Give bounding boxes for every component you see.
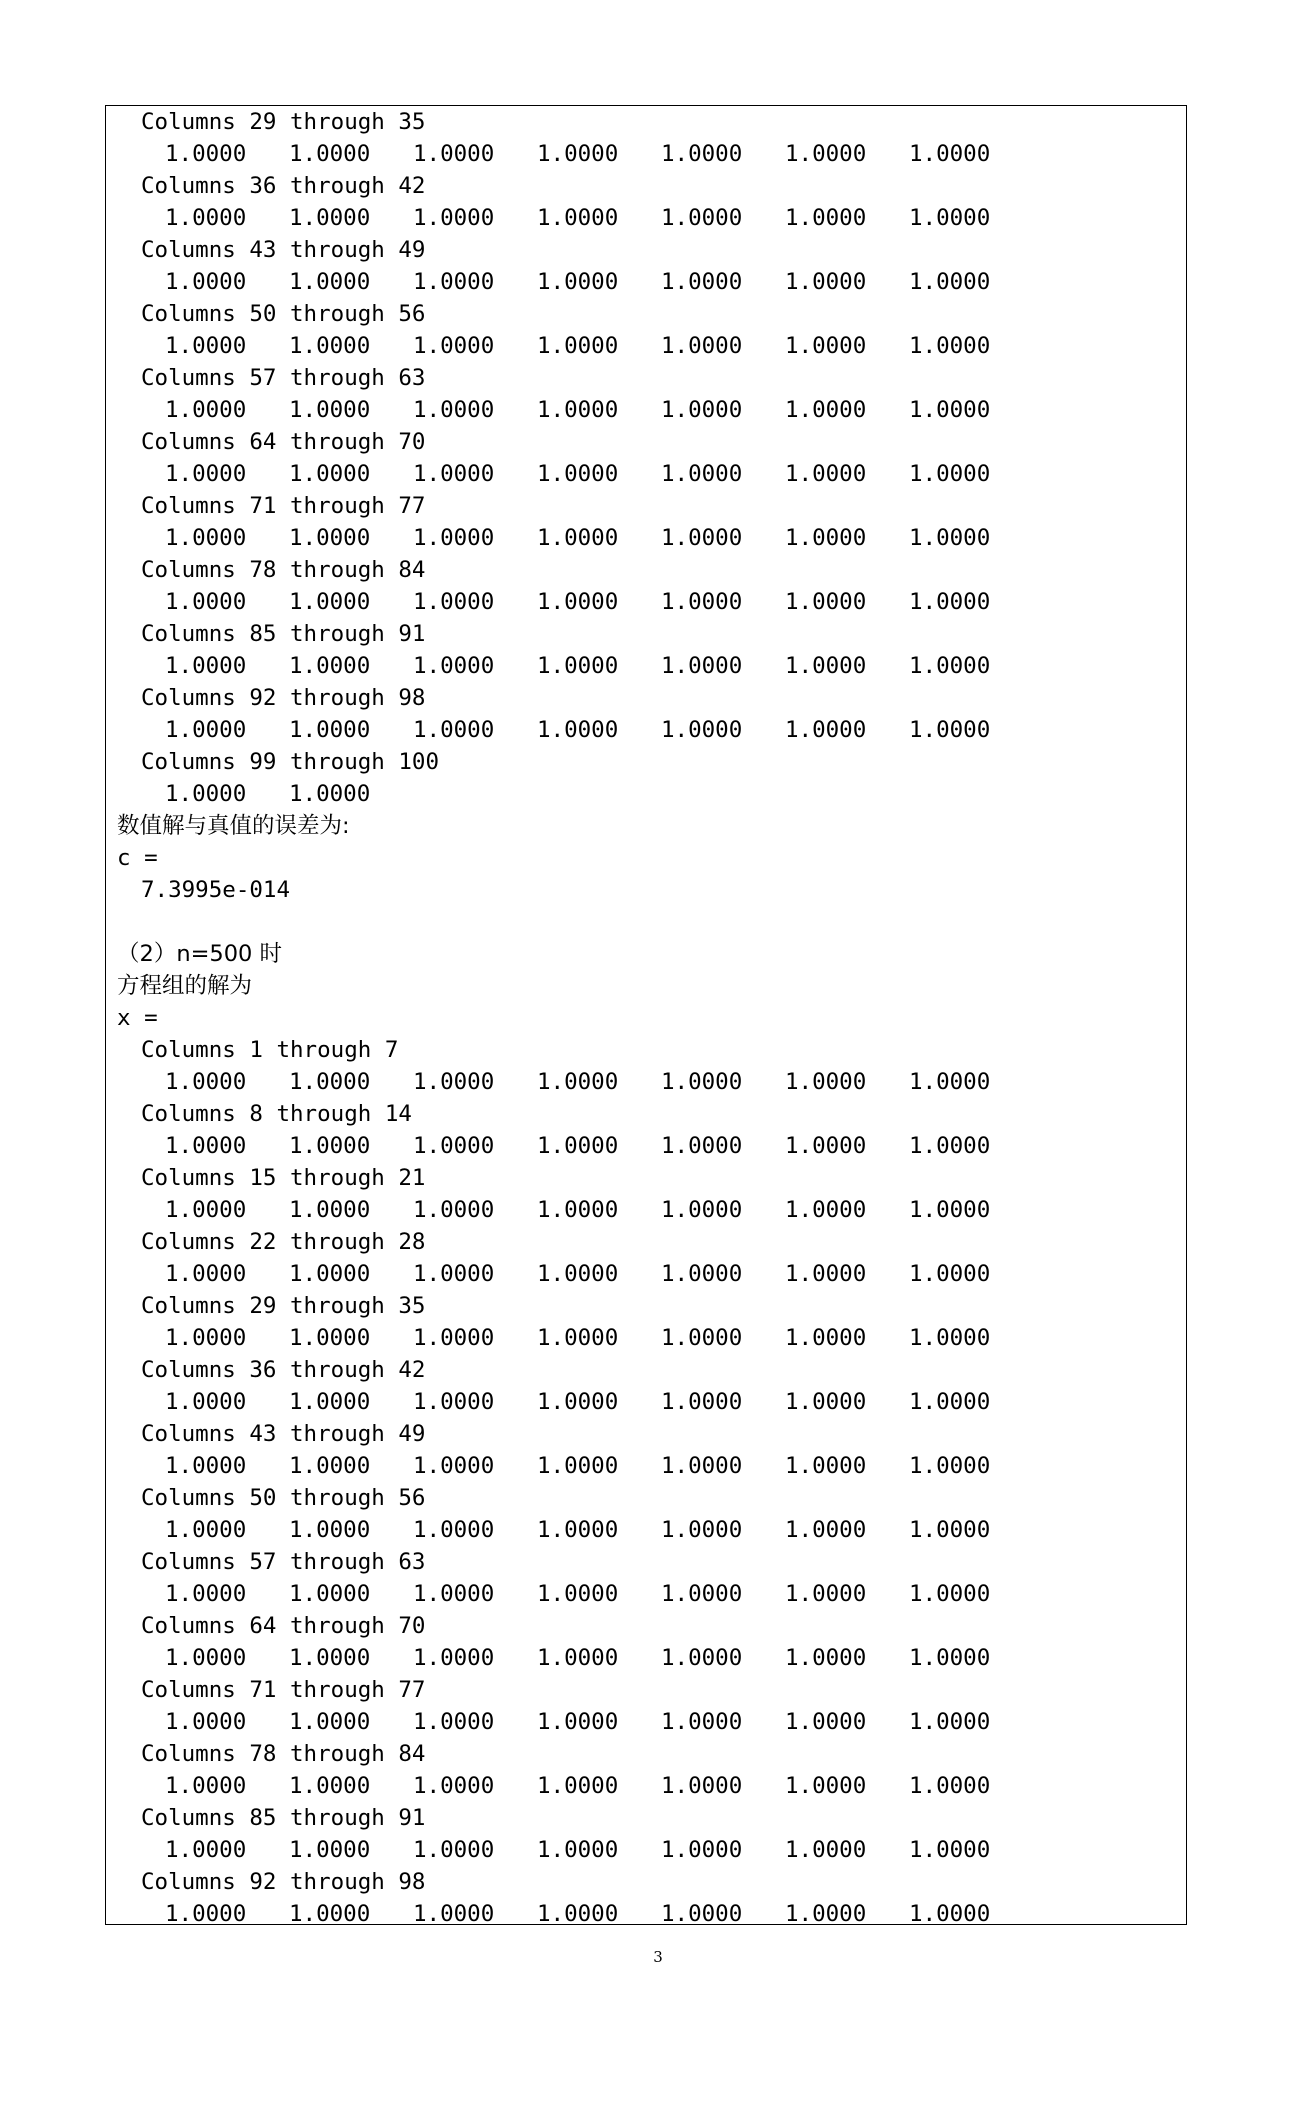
value-cell: 1.0000 bbox=[413, 397, 495, 423]
value-cell: 1.0000 bbox=[165, 1261, 247, 1287]
value-cell: 1.0000 bbox=[785, 269, 867, 295]
value-cell: 1.0000 bbox=[785, 205, 867, 231]
value-cell: 1.0000 bbox=[413, 1517, 495, 1543]
value-cell: 1.0000 bbox=[289, 525, 371, 551]
value-cell: 1.0000 bbox=[537, 653, 619, 679]
value-cell: 1.0000 bbox=[413, 1773, 495, 1799]
values-row bbox=[117, 1898, 991, 1930]
section-2-subheading: 方程组的解为 bbox=[117, 973, 253, 999]
values-row bbox=[117, 1194, 991, 1226]
value-cell: 1.0000 bbox=[661, 525, 743, 551]
value-cell: 1.0000 bbox=[785, 1837, 867, 1863]
value-cell: 1.0000 bbox=[785, 717, 867, 743]
section-2-output bbox=[117, 1034, 991, 1930]
value-cell: 1.0000 bbox=[537, 1197, 619, 1223]
value-cell: 1.0000 bbox=[909, 1773, 991, 1799]
value-cell: 1.0000 bbox=[537, 1645, 619, 1671]
value-cell: 1.0000 bbox=[661, 1901, 743, 1927]
value-cell: 1.0000 bbox=[537, 205, 619, 231]
value-cell: 1.0000 bbox=[289, 1325, 371, 1351]
value-cell: 1.0000 bbox=[785, 1453, 867, 1479]
value-cell: 1.0000 bbox=[661, 1133, 743, 1159]
value-cell: 1.0000 bbox=[289, 1261, 371, 1287]
values-row bbox=[117, 330, 991, 362]
value-cell: 1.0000 bbox=[909, 1261, 991, 1287]
value-cell: 1.0000 bbox=[289, 397, 371, 423]
value-cell: 1.0000 bbox=[289, 1773, 371, 1799]
values-row bbox=[117, 266, 991, 298]
blank-line bbox=[117, 906, 439, 938]
values-row bbox=[117, 1514, 991, 1546]
values-row bbox=[117, 1066, 991, 1098]
value-cell: 1.0000 bbox=[165, 269, 247, 295]
value-cell: 1.0000 bbox=[165, 1069, 247, 1095]
value-cell: 1.0000 bbox=[785, 1261, 867, 1287]
value-cell: 1.0000 bbox=[165, 1325, 247, 1351]
value-cell: 1.0000 bbox=[413, 1709, 495, 1735]
value-cell: 1.0000 bbox=[909, 525, 991, 551]
value-cell: 1.0000 bbox=[537, 717, 619, 743]
values-row bbox=[117, 1706, 991, 1738]
value-cell: 1.0000 bbox=[661, 1069, 743, 1095]
value-cell: 1.0000 bbox=[165, 1645, 247, 1671]
value-cell: 1.0000 bbox=[413, 717, 495, 743]
value-cell: 1.0000 bbox=[289, 1709, 371, 1735]
value-cell: 1.0000 bbox=[785, 1581, 867, 1607]
values-row bbox=[117, 1578, 991, 1610]
columns-header: Columns 85 through 91 bbox=[141, 621, 426, 647]
value-cell: 1.0000 bbox=[289, 1197, 371, 1223]
value-cell: 1.0000 bbox=[537, 1709, 619, 1735]
value-cell: 1.0000 bbox=[537, 397, 619, 423]
columns-header: Columns 43 through 49 bbox=[141, 1421, 426, 1447]
value-cell: 1.0000 bbox=[785, 1709, 867, 1735]
value-cell: 1.0000 bbox=[413, 461, 495, 487]
values-row bbox=[117, 1130, 991, 1162]
value-cell: 1.0000 bbox=[785, 653, 867, 679]
value-cell: 1.0000 bbox=[165, 461, 247, 487]
value-cell: 1.0000 bbox=[537, 589, 619, 615]
value-cell: 1.0000 bbox=[413, 1069, 495, 1095]
value-cell: 1.0000 bbox=[785, 1069, 867, 1095]
value-cell: 1.0000 bbox=[661, 1645, 743, 1671]
value-cell: 1.0000 bbox=[289, 333, 371, 359]
value-cell: 1.0000 bbox=[165, 1837, 247, 1863]
value-cell: 1.0000 bbox=[289, 461, 371, 487]
value-cell: 1.0000 bbox=[785, 1773, 867, 1799]
solution-variable-line: x = bbox=[117, 1005, 158, 1031]
value-cell: 1.0000 bbox=[165, 397, 247, 423]
value-cell: 1.0000 bbox=[165, 141, 247, 167]
value-cell: 1.0000 bbox=[165, 1197, 247, 1223]
value-cell: 1.0000 bbox=[661, 1709, 743, 1735]
value-cell: 1.0000 bbox=[537, 1069, 619, 1095]
value-cell: 1.0000 bbox=[413, 1837, 495, 1863]
columns-header: Columns 71 through 77 bbox=[141, 1677, 426, 1703]
values-row bbox=[117, 394, 991, 426]
value-cell: 1.0000 bbox=[165, 589, 247, 615]
value-cell: 1.0000 bbox=[537, 141, 619, 167]
page-number: 3 bbox=[653, 1948, 663, 1966]
value-cell: 1.0000 bbox=[909, 205, 991, 231]
value-cell: 1.0000 bbox=[413, 1645, 495, 1671]
value-cell: 1.0000 bbox=[165, 653, 247, 679]
value-cell: 1.0000 bbox=[909, 1837, 991, 1863]
values-row bbox=[117, 1258, 991, 1290]
value-cell: 1.0000 bbox=[661, 717, 743, 743]
value-cell: 1.0000 bbox=[909, 1709, 991, 1735]
value-cell: 1.0000 bbox=[289, 717, 371, 743]
values-row bbox=[117, 714, 991, 746]
columns-header: Columns 57 through 63 bbox=[141, 365, 426, 391]
value-cell: 1.0000 bbox=[661, 1517, 743, 1543]
value-cell: 1.0000 bbox=[661, 205, 743, 231]
value-cell: 1.0000 bbox=[537, 269, 619, 295]
columns-header: Columns 43 through 49 bbox=[141, 237, 426, 263]
values-row bbox=[117, 1322, 991, 1354]
value-cell: 1.0000 bbox=[413, 589, 495, 615]
value-cell: 1.0000 bbox=[661, 141, 743, 167]
value-cell: 1.0000 bbox=[785, 1517, 867, 1543]
value-cell: 1.0000 bbox=[785, 141, 867, 167]
columns-header: Columns 64 through 70 bbox=[141, 429, 426, 455]
value-cell: 1.0000 bbox=[165, 1773, 247, 1799]
value-cell: 1.0000 bbox=[909, 269, 991, 295]
value-cell: 1.0000 bbox=[289, 653, 371, 679]
value-cell: 1.0000 bbox=[661, 653, 743, 679]
value-cell: 1.0000 bbox=[289, 1453, 371, 1479]
value-cell: 1.0000 bbox=[165, 1517, 247, 1543]
value-cell: 1.0000 bbox=[413, 1901, 495, 1927]
value-cell: 1.0000 bbox=[165, 333, 247, 359]
value-cell: 1.0000 bbox=[909, 1325, 991, 1351]
value-cell: 1.0000 bbox=[413, 333, 495, 359]
value-cell: 1.0000 bbox=[661, 269, 743, 295]
columns-header: Columns 36 through 42 bbox=[141, 173, 426, 199]
value-cell: 1.0000 bbox=[661, 333, 743, 359]
columns-header: Columns 92 through 98 bbox=[141, 1869, 426, 1895]
value-cell: 1.0000 bbox=[165, 1709, 247, 1735]
value-cell: 1.0000 bbox=[289, 1133, 371, 1159]
value-cell: 1.0000 bbox=[909, 1901, 991, 1927]
value-cell: 1.0000 bbox=[537, 1453, 619, 1479]
value-cell: 1.0000 bbox=[165, 1453, 247, 1479]
values-row bbox=[117, 1770, 991, 1802]
value-cell: 1.0000 bbox=[537, 333, 619, 359]
columns-header: Columns 29 through 35 bbox=[141, 1293, 426, 1319]
values-row bbox=[117, 650, 991, 682]
value-cell: 1.0000 bbox=[909, 589, 991, 615]
value-cell: 1.0000 bbox=[537, 1581, 619, 1607]
value-cell: 1.0000 bbox=[165, 1581, 247, 1607]
columns-header: Columns 22 through 28 bbox=[141, 1229, 426, 1255]
value-cell: 1.0000 bbox=[785, 1901, 867, 1927]
value-cell: 1.0000 bbox=[289, 1069, 371, 1095]
value-cell: 1.0000 bbox=[785, 589, 867, 615]
values-row bbox=[117, 1834, 991, 1866]
value-cell: 1.0000 bbox=[289, 781, 371, 807]
values-row bbox=[117, 1642, 991, 1674]
value-cell: 1.0000 bbox=[289, 205, 371, 231]
values-row bbox=[117, 1386, 991, 1418]
columns-header: Columns 71 through 77 bbox=[141, 493, 426, 519]
value-cell: 1.0000 bbox=[537, 1261, 619, 1287]
section-1-output bbox=[117, 106, 991, 810]
value-cell: 1.0000 bbox=[165, 717, 247, 743]
value-cell: 1.0000 bbox=[661, 1389, 743, 1415]
value-cell: 1.0000 bbox=[289, 1517, 371, 1543]
value-cell: 1.0000 bbox=[785, 397, 867, 423]
value-cell: 1.0000 bbox=[661, 1261, 743, 1287]
value-cell: 1.0000 bbox=[785, 1133, 867, 1159]
value-cell: 1.0000 bbox=[537, 1773, 619, 1799]
value-cell: 1.0000 bbox=[165, 1901, 247, 1927]
value-cell: 1.0000 bbox=[909, 1581, 991, 1607]
value-cell: 1.0000 bbox=[165, 1133, 247, 1159]
value-cell: 1.0000 bbox=[537, 1133, 619, 1159]
value-cell: 1.0000 bbox=[661, 1197, 743, 1223]
value-cell: 1.0000 bbox=[413, 525, 495, 551]
value-cell: 1.0000 bbox=[785, 525, 867, 551]
value-cell: 1.0000 bbox=[289, 1389, 371, 1415]
value-cell: 1.0000 bbox=[785, 1645, 867, 1671]
value-cell: 1.0000 bbox=[909, 1133, 991, 1159]
value-cell: 1.0000 bbox=[909, 1389, 991, 1415]
value-cell: 1.0000 bbox=[537, 1325, 619, 1351]
value-cell: 1.0000 bbox=[785, 333, 867, 359]
value-cell: 1.0000 bbox=[289, 141, 371, 167]
value-cell: 1.0000 bbox=[413, 1197, 495, 1223]
value-cell: 1.0000 bbox=[413, 653, 495, 679]
value-cell: 1.0000 bbox=[909, 1645, 991, 1671]
value-cell: 1.0000 bbox=[909, 653, 991, 679]
value-cell: 1.0000 bbox=[413, 269, 495, 295]
value-cell: 1.0000 bbox=[165, 205, 247, 231]
value-cell: 1.0000 bbox=[165, 525, 247, 551]
value-cell: 1.0000 bbox=[785, 461, 867, 487]
value-cell: 1.0000 bbox=[413, 205, 495, 231]
columns-header: Columns 29 through 35 bbox=[141, 109, 426, 135]
columns-header: Columns 50 through 56 bbox=[141, 301, 426, 327]
value-cell: 1.0000 bbox=[413, 1453, 495, 1479]
value-cell: 1.0000 bbox=[413, 1325, 495, 1351]
document-body bbox=[117, 106, 991, 1930]
value-cell: 1.0000 bbox=[785, 1197, 867, 1223]
columns-header: Columns 1 through 7 bbox=[141, 1037, 399, 1063]
value-cell: 1.0000 bbox=[909, 333, 991, 359]
value-cell: 1.0000 bbox=[537, 1389, 619, 1415]
value-cell: 1.0000 bbox=[413, 141, 495, 167]
value-cell: 1.0000 bbox=[289, 1837, 371, 1863]
value-cell: 1.0000 bbox=[909, 461, 991, 487]
values-row bbox=[117, 778, 439, 810]
values-row bbox=[117, 586, 991, 618]
columns-header: Columns 8 through 14 bbox=[141, 1101, 412, 1127]
columns-header: Columns 85 through 91 bbox=[141, 1805, 426, 1831]
error-value: 7.3995e-014 bbox=[141, 877, 291, 903]
value-cell: 1.0000 bbox=[165, 781, 247, 807]
columns-header: Columns 50 through 56 bbox=[141, 1485, 426, 1511]
value-cell: 1.0000 bbox=[413, 1389, 495, 1415]
value-cell: 1.0000 bbox=[909, 717, 991, 743]
value-cell: 1.0000 bbox=[413, 1261, 495, 1287]
value-cell: 1.0000 bbox=[537, 1837, 619, 1863]
columns-header: Columns 99 through 100 bbox=[141, 749, 440, 775]
value-cell: 1.0000 bbox=[661, 397, 743, 423]
values-row bbox=[117, 458, 991, 490]
value-cell: 1.0000 bbox=[661, 1837, 743, 1863]
section-2-heading: （2）n=500 时 bbox=[117, 941, 283, 967]
value-cell: 1.0000 bbox=[537, 461, 619, 487]
value-cell: 1.0000 bbox=[165, 1389, 247, 1415]
value-cell: 1.0000 bbox=[661, 1453, 743, 1479]
value-cell: 1.0000 bbox=[289, 1581, 371, 1607]
columns-header: Columns 78 through 84 bbox=[141, 557, 426, 583]
value-cell: 1.0000 bbox=[289, 1645, 371, 1671]
value-cell: 1.0000 bbox=[289, 1901, 371, 1927]
value-cell: 1.0000 bbox=[661, 1773, 743, 1799]
value-cell: 1.0000 bbox=[413, 1133, 495, 1159]
values-row bbox=[117, 1450, 991, 1482]
value-cell: 1.0000 bbox=[909, 141, 991, 167]
value-cell: 1.0000 bbox=[537, 1901, 619, 1927]
value-cell: 1.0000 bbox=[537, 1517, 619, 1543]
value-cell: 1.0000 bbox=[909, 1069, 991, 1095]
value-cell: 1.0000 bbox=[909, 1453, 991, 1479]
value-cell: 1.0000 bbox=[785, 1325, 867, 1351]
value-cell: 1.0000 bbox=[909, 1197, 991, 1223]
columns-header: Columns 64 through 70 bbox=[141, 1613, 426, 1639]
value-cell: 1.0000 bbox=[537, 525, 619, 551]
values-row bbox=[117, 522, 991, 554]
value-cell: 1.0000 bbox=[413, 1581, 495, 1607]
value-cell: 1.0000 bbox=[661, 589, 743, 615]
columns-header: Columns 92 through 98 bbox=[141, 685, 426, 711]
value-cell: 1.0000 bbox=[289, 269, 371, 295]
values-row bbox=[117, 202, 991, 234]
error-variable-line: c = bbox=[117, 845, 158, 871]
columns-header: Columns 36 through 42 bbox=[141, 1357, 426, 1383]
value-cell: 1.0000 bbox=[289, 589, 371, 615]
columns-header: Columns 78 through 84 bbox=[141, 1741, 426, 1767]
value-cell: 1.0000 bbox=[661, 1325, 743, 1351]
value-cell: 1.0000 bbox=[661, 461, 743, 487]
columns-header: Columns 15 through 21 bbox=[141, 1165, 426, 1191]
values-row bbox=[117, 138, 991, 170]
value-cell: 1.0000 bbox=[785, 1389, 867, 1415]
value-cell: 1.0000 bbox=[661, 1581, 743, 1607]
value-cell: 1.0000 bbox=[909, 1517, 991, 1543]
value-cell: 1.0000 bbox=[909, 397, 991, 423]
error-label: 数值解与真值的误差为: bbox=[117, 813, 350, 839]
columns-header: Columns 57 through 63 bbox=[141, 1549, 426, 1575]
